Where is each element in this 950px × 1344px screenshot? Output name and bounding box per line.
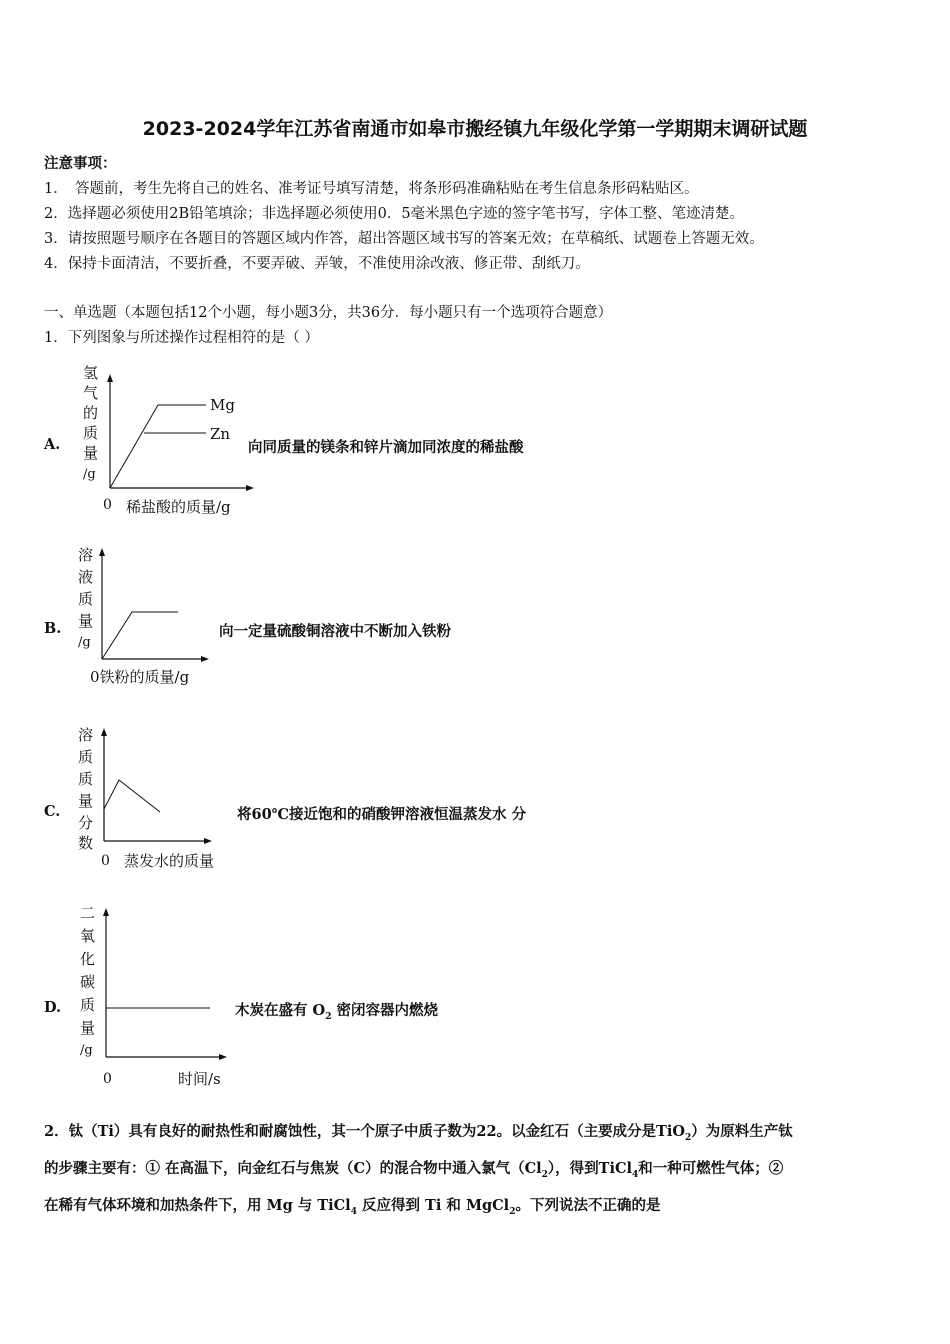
x-axis-label: 时间/s [178,1070,221,1088]
notice-item: 3．请按照题号顺序在各题目的答题区域内作答，超出答题区域书写的答案无效；在草稿纸、试题卷上答题无效。 [44,231,764,247]
x-axis-label: 0铁粉的质量/g [90,668,190,686]
x-axis-label: 蒸发水的质量 [124,852,215,870]
y-axis-label-char: /g [83,467,96,482]
question-2-line: 的步骤主要有：① 在高温下，向金红石与焦炭（C）的混合物中通入氯气$(Cl_2)$，得到TiCl$_4$和一种可燃性气体；② [44,1160,784,1180]
origin-label: 0 [103,497,112,513]
question-1-stem: 1．下列图象与所述操作过程相符的是（ ） [44,330,319,346]
y-axis-label-char: 溶 [78,546,94,564]
page-title: 2023-2024学年江苏省南通市如皋市搬经镇九年级化学第一学期期末调研试题 [142,118,808,140]
y-axis-label-char: 液 [78,568,94,586]
x-axis-arrow-icon [246,485,254,491]
origin-label: 0 [103,1071,112,1087]
question-2-line: 在稀有气体环境和加热条件下，用 Mg 与 TiCl$_4$ 反应得到 Ti 和 MgCl$_2$。下列说法不正确的是 [44,1197,661,1217]
y-axis-label-char: 量 [83,444,99,462]
y-axis-label-char: 量 [78,792,94,810]
option-c-label: C. [44,803,61,820]
y-axis-arrow-icon [107,374,113,382]
y-axis-label-char: 数 [78,834,94,852]
option-a-label: A. [44,436,61,453]
y-axis-label-char: 量 [78,612,94,630]
x-axis-arrow-icon [219,1054,227,1060]
y-axis-label-char: 质 [83,424,99,442]
notice-item: 4．保持卡面清洁，不要折叠，不要弄破、弄皱，不准使用涂改液、修正带、刮纸刀。 [44,256,590,272]
option-d-label: D. [44,999,62,1016]
option-d-graph [70,902,240,1092]
y-axis-arrow-icon [99,548,105,556]
y-axis-label-char: 质 [78,770,94,788]
question-2-line: 2．钛（Ti）具有良好的耐热性和耐腐蚀性，其一个原子中质子数为22。以金红石（主要成分是TiO$_2$）为原料生产钛 [44,1123,793,1143]
y-axis-arrow-icon [103,908,109,916]
y-axis-label-char: 化 [80,950,96,968]
option-d-description: 木炭在盛有 $O_2$ 密闭容器内燃烧 [235,1002,439,1022]
option-a-graph [70,360,260,520]
option-b-description: 向一定量硫酸铜溶液中不断加入铁粉 [219,623,451,640]
mass-fraction-curve [104,780,160,812]
option-b-graph [70,542,220,692]
y-axis-label-char: 碳 [80,973,96,991]
notice-heading: 注意事项： [44,155,117,172]
x-axis-arrow-icon [201,656,209,662]
y-axis-label-char: 溶 [78,726,94,744]
y-axis-arrow-icon [101,728,107,736]
y-axis-label-char: 气 [83,384,99,402]
mg-label: Mg [210,396,235,414]
y-axis-label-char: 氧 [80,927,96,945]
notice-item: 2．选择题必须使用2B铅笔填涂；非选择题必须使用0．5毫米黑色字迹的签字笔书写，字体工整、笔迹清楚。 [44,206,745,222]
option-a-description: 向同质量的镁条和锌片滴加同浓度的稀盐酸 [248,439,524,456]
y-axis-label-char: 的 [83,404,99,422]
x-axis-arrow-icon [204,838,212,844]
zn-label: Zn [210,425,231,443]
origin-label: 0 [101,853,110,869]
option-c-description: 将60℃接近饱和的硝酸钾溶液恒温蒸发水 分 [237,806,527,823]
y-axis-label-char: 分 [78,814,94,832]
option-c-graph [70,722,240,872]
y-axis-label-char: 质 [80,996,96,1014]
x-axis-label: 稀盐酸的质量/g [126,498,231,516]
solution-mass-curve [102,612,178,659]
y-axis-label-char: /g [78,635,91,650]
y-axis-label-char: 质 [78,748,94,766]
y-axis-label-char: 氢 [83,364,99,382]
mg-curve [110,405,206,488]
y-axis-label-char: 质 [78,590,94,608]
y-axis-label-char: /g [80,1043,93,1058]
notice-item: 1． 答题前，考生先将自己的姓名、准考证号填写清楚，将条形码准确粘贴在考生信息条形码粘贴区。 [44,181,699,197]
section-heading: 一、单选题（本题包括12个小题，每小题3分，共36分．每小题只有一个选项符合题意） [44,305,613,321]
y-axis-label-char: 量 [80,1019,96,1037]
option-b-label: B. [44,620,62,637]
y-axis-label-char: 二 [80,904,96,922]
